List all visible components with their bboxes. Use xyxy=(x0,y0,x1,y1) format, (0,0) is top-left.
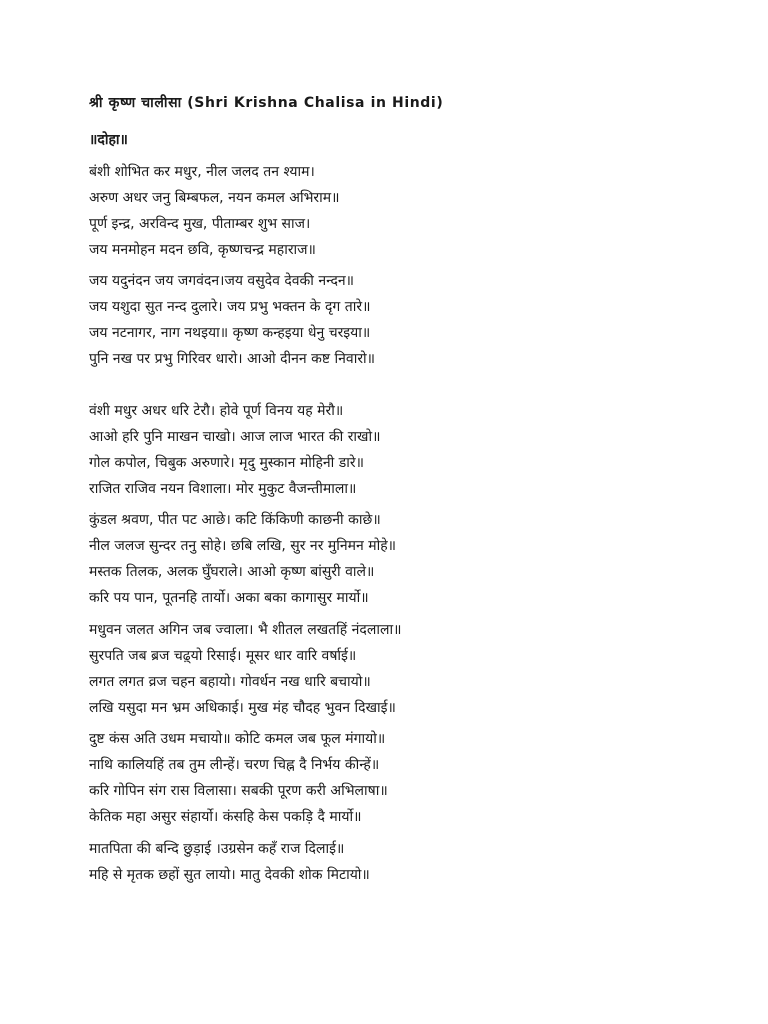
stanza-4 xyxy=(89,617,401,721)
verse-line: कुंडल श्रवण, पीत पट आछे। कटि किंकिणी काछनी काछे॥ xyxy=(89,512,381,528)
verse-line: गोल कपोल, चिबुक अरुणारे। मृदु मुस्कान मोहिनी डारे॥ xyxy=(89,455,364,471)
verse-line: पूर्ण इन्द्र, अरविन्द मुख, पीताम्बर शुभ साज। xyxy=(89,216,311,232)
verse-line: मस्तक तिलक, अलक घुँघराले। आओ कृष्ण बांसुरी वाले॥ xyxy=(89,564,375,580)
verse-line: करि गोपिन संग रास विलासा। सबकी पूरण करी अभिलाषा॥ xyxy=(89,783,388,799)
verse-line: मधुवन जलत अगिन जब ज्वाला। भै शीतल लखतहिं नंदलाला॥ xyxy=(89,622,402,638)
verse-line: बंशी शोभित कर मधुर, नील जलद तन श्याम। xyxy=(89,164,315,180)
verse-line: केतिक महा असुर संहार्यो। कंसहि केस पकड़ि दै मार्यो॥ xyxy=(89,809,362,825)
verse-line: जय यशुदा सुत नन्द दुलारे। जय प्रभु भक्तन के दृग तारे॥ xyxy=(89,299,371,315)
stanza-1 xyxy=(89,268,375,372)
verse-line: राजित राजिव नयन विशाला। मोर मुकुट वैजन्तीमाला॥ xyxy=(89,481,357,497)
stanza-5 xyxy=(89,726,388,830)
verse-line: अरुण अधर जनु बिम्बफल, नयन कमल अभिराम॥ xyxy=(89,190,340,206)
verse-line: लगत लगत व्रज चहन बहायो। गोवर्धन नख धारि बचायो॥ xyxy=(89,674,371,690)
stanza-3 xyxy=(89,507,396,611)
verse-line: वंशी मधुर अधर धरि टेरौ। होवे पूर्ण विनय यह मेरौ॥ xyxy=(89,403,344,419)
verse-line: सुरपति जब ब्रज चढ़्यो रिसाई। मूसर धार वारि वर्षाई॥ xyxy=(89,648,357,664)
verse-line: करि पय पान, पूतनहि तार्यो। अका बका कागासुर मार्यो॥ xyxy=(89,590,369,606)
verse-line: मातपिता की बन्दि छुड़ाई ।उग्रसेन कहँ राज दिलाई॥ xyxy=(89,841,345,857)
page-title: श्री कृष्ण चालीसा (Shri Krishna Chalisa in Hindi) xyxy=(89,95,444,111)
verse-line: जय नटनागर, नाग नथइया॥ कृष्ण कन्हइया धेनु चरइया॥ xyxy=(89,325,371,341)
verse-line: नाथि कालियहिं तब तुम लीन्हें। चरण चिह्न दै निर्भय कीन्हें॥ xyxy=(89,757,380,773)
verse-line: दुष्ट कंस अति उधम मचायो॥ कोटि कमल जब फूल मंगायो॥ xyxy=(89,731,386,747)
stanza-2 xyxy=(89,398,381,502)
stanza-6 xyxy=(89,836,370,888)
verse-line: नील जलज सुन्दर तनु सोहे। छबि लखि, सुर नर मुनिमन मोहे॥ xyxy=(89,538,397,554)
stanza-doha xyxy=(89,159,340,263)
verse-line: लखि यसुदा मन भ्रम अधिकाई। मुख मंह चौदह भुवन दिखाई॥ xyxy=(89,700,396,716)
verse-line: जय यदुनंदन जय जगवंदन।जय वसुदेव देवकी नन्दन॥ xyxy=(89,273,355,289)
verse-line: पुनि नख पर प्रभु गिरिवर धारो। आओ दीनन कष्ट निवारो॥ xyxy=(89,351,376,367)
verse-line: आओ हरि पुनि माखन चाखो। आज लाज भारत की राखो॥ xyxy=(89,429,381,445)
verse-line: जय मनमोहन मदन छवि, कृष्णचन्द्र महाराज॥ xyxy=(89,242,316,258)
verse-line: महि से मृतक छहों सुत लायो। मातु देवकी शोक मिटायो॥ xyxy=(89,867,370,883)
doha-heading: ॥दोहा॥ xyxy=(89,132,128,148)
